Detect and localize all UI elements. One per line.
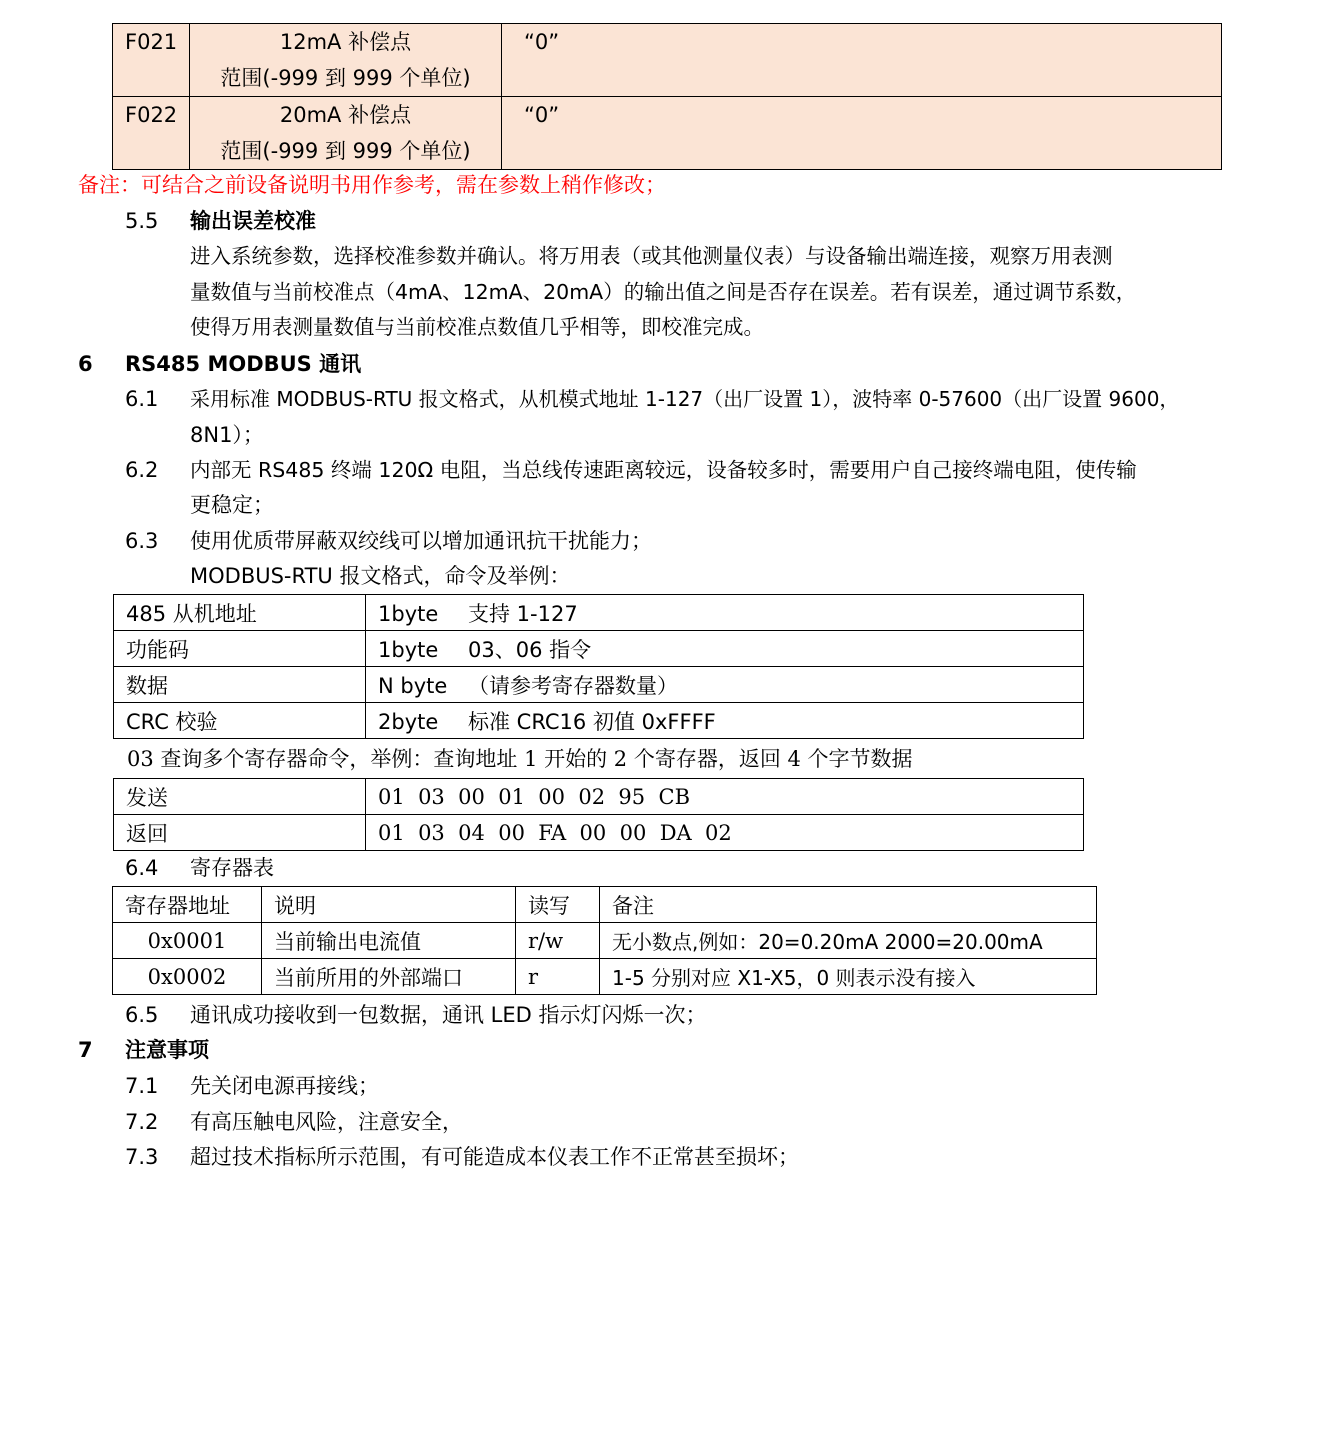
register-address: 0x0002: [113, 959, 262, 995]
register-rw: r/w: [516, 923, 600, 959]
field-desc: （请参考寄存器数量）: [468, 673, 678, 698]
list-item: 先关闭电源再接线；: [190, 1074, 379, 1098]
param-default: “0”: [502, 97, 1222, 170]
section-number: 7.3: [125, 1145, 159, 1169]
register-table: [112, 886, 1097, 995]
section-title: 寄存器表: [190, 856, 274, 880]
register-address: 0x0001: [113, 923, 262, 959]
paragraph-line: 使用优质带屏蔽双绞线可以增加通讯抗干扰能力；: [190, 529, 652, 553]
section-number: 6: [78, 352, 93, 376]
table-row: [114, 631, 1084, 667]
section-number: 7: [78, 1038, 93, 1062]
list-item: 有高压触电风险，注意安全，: [190, 1110, 463, 1134]
register-note: 1-5 分别对应 X1-X5，0 则表示没有接入: [600, 959, 1097, 995]
example-label: 返回: [114, 815, 366, 851]
section-title: RS485 MODBUS 通讯: [125, 352, 362, 376]
section-number: 6.5: [125, 1003, 159, 1027]
frame-format-table: [113, 594, 1084, 739]
table-row: [114, 703, 1084, 739]
field-desc: 标准 CRC16 初值 0xFFFF: [468, 709, 716, 734]
register-rw: r: [516, 959, 600, 995]
field-desc: 03、06 指令: [468, 637, 592, 662]
field-name: 功能码: [114, 631, 366, 667]
table-row: [114, 667, 1084, 703]
column-header: 读写: [516, 887, 600, 923]
section-number: 6.2: [125, 458, 159, 482]
example-bytes: 01 03 04 00 FA 00 00 DA 02: [366, 815, 1084, 851]
table-row: [114, 815, 1084, 851]
paragraph-line: 通讯成功接收到一包数据，通讯 LED 指示灯闪烁一次；: [190, 1003, 707, 1027]
section-number: 7.1: [125, 1074, 159, 1098]
section-number: 6.1: [125, 387, 159, 411]
section-title: 输出误差校准: [190, 209, 316, 233]
table-header-row: [113, 887, 1097, 923]
field-size-desc: [366, 667, 1084, 703]
field-name: 数据: [114, 667, 366, 703]
paragraph-line: 内部无 RS485 终端 120Ω 电阻，当总线传速距离较远，设备较多时，需要用户自己接终端电阻，使传输: [190, 458, 1137, 482]
table-row: [113, 923, 1097, 959]
param-name-cell: [190, 24, 502, 97]
paragraph-line: 采用标准 MODBUS-RTU 报文格式，从机模式地址 1-127（出厂设置 1），波特率 0-57600（出厂设置 9600，: [190, 387, 1180, 411]
param-code: F021: [113, 24, 190, 97]
list-item: 超过技术指标所示范围，有可能造成本仪表工作不正常甚至损坏；: [190, 1145, 799, 1169]
column-header: 说明: [262, 887, 516, 923]
param-default: “0”: [502, 24, 1222, 97]
field-name: CRC 校验: [114, 703, 366, 739]
field-size-desc: [366, 703, 1084, 739]
note-text: 备注：可结合之前设备说明书用作参考，需在参数上稍作修改；: [78, 173, 666, 197]
param-code: F022: [113, 97, 190, 170]
paragraph-line: MODBUS-RTU 报文格式，命令及举例：: [190, 564, 571, 588]
register-desc: 当前所用的外部端口: [262, 959, 516, 995]
section-number: 6.4: [125, 856, 159, 880]
section-number: 7.2: [125, 1110, 159, 1134]
paragraph-line: 使得万用表测量数值与当前校准点数值几乎相等，即校准完成。: [190, 315, 764, 339]
example-label: 发送: [114, 779, 366, 815]
register-note: 无小数点,例如：20=0.20mA 2000=20.00mA: [600, 923, 1097, 959]
example-caption: 03 查询多个寄存器命令，举例：查询地址 1 开始的 2 个寄存器，返回 4 个字节数据: [127, 747, 913, 771]
paragraph-line: 量数值与当前校准点（4mA、12mA、20mA）的输出值之间是否存在误差。若有误差，通过调节系数，: [190, 280, 1137, 304]
table-row: [113, 959, 1097, 995]
param-name: 20mA 补偿点: [279, 103, 412, 127]
register-desc: 当前输出电流值: [262, 923, 516, 959]
field-size: 1byte: [378, 601, 439, 626]
field-size: N byte: [378, 673, 448, 698]
paragraph-line: 更稳定；: [190, 493, 274, 517]
section-number: 5.5: [125, 209, 159, 233]
param-name-cell: [190, 97, 502, 170]
field-size: 1byte: [378, 637, 439, 662]
example-bytes: 01 03 00 01 00 02 95 CB: [366, 779, 1084, 815]
paragraph-line: 进入系统参数，选择校准参数并确认。将万用表（或其他测量仪表）与设备输出端连接，观察万用表测: [190, 244, 1113, 268]
field-size-desc: [366, 595, 1084, 631]
table-row: [114, 595, 1084, 631]
field-name: 485 从机地址: [114, 595, 366, 631]
param-range: 范围(-999 到 999 个单位): [220, 139, 471, 163]
table-row: [114, 779, 1084, 815]
column-header: 备注: [600, 887, 1097, 923]
field-size-desc: [366, 631, 1084, 667]
field-desc: 支持 1-127: [468, 601, 578, 626]
table-row: [113, 24, 1222, 97]
table-row: [113, 97, 1222, 170]
parameter-table: [112, 23, 1222, 170]
section-number: 6.3: [125, 529, 159, 553]
example-table: [113, 778, 1084, 851]
section-title: 注意事项: [125, 1038, 209, 1062]
column-header: 寄存器地址: [113, 887, 262, 923]
param-name: 12mA 补偿点: [279, 30, 412, 54]
param-range: 范围(-999 到 999 个单位): [220, 66, 471, 90]
field-size: 2byte: [378, 709, 439, 734]
paragraph-line: 8N1）；: [190, 423, 264, 447]
